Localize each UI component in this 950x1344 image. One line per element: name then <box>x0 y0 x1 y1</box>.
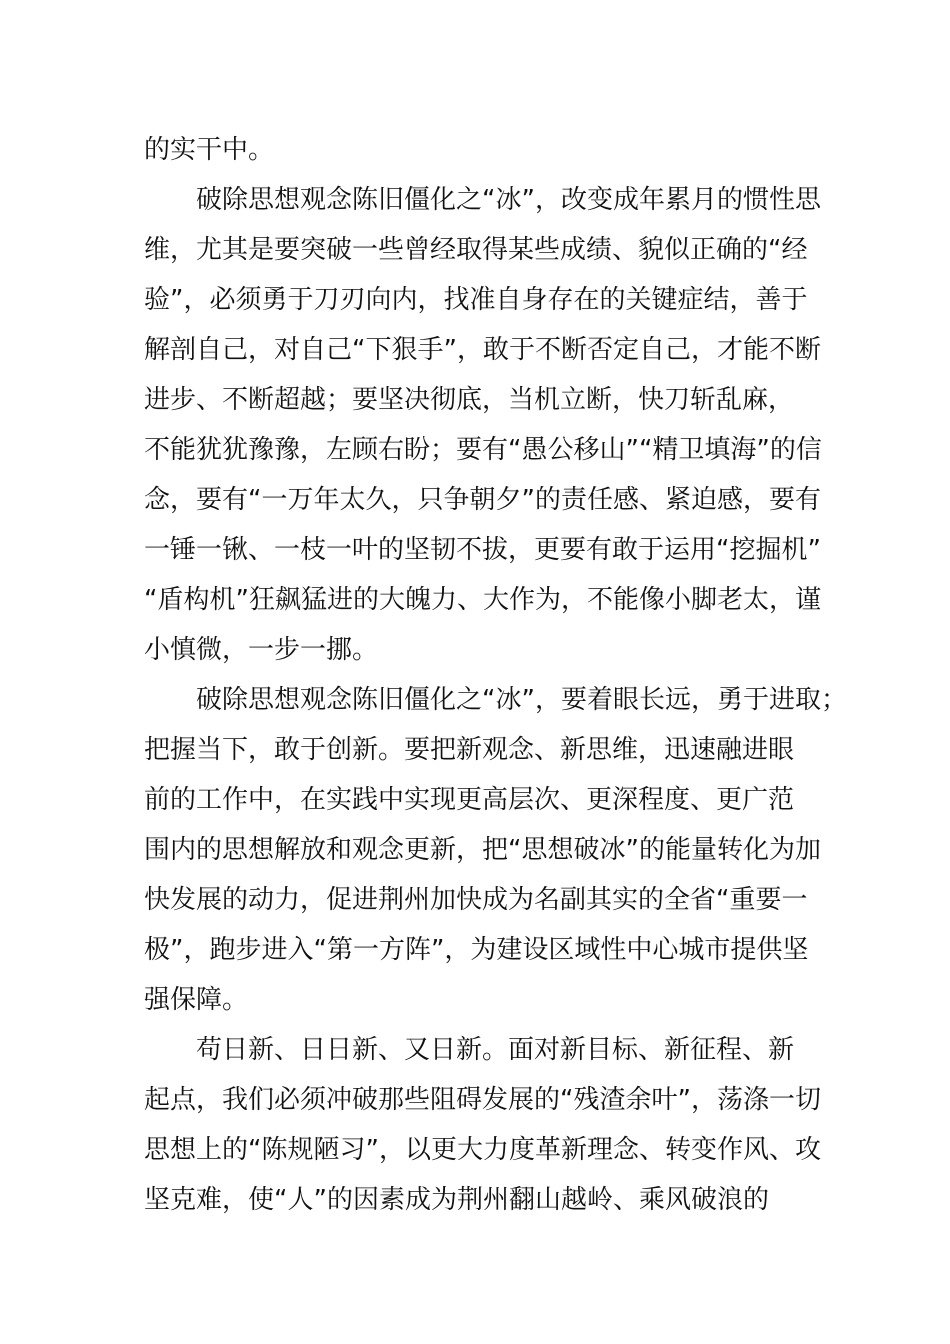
text-line: 苟日新、日日新、又日新。面对新目标、新征程、新 <box>196 1035 795 1065</box>
text-line: 思想上的“陈规陋习”，以更大力度革新理念、转变作风、攻 <box>144 1135 821 1165</box>
text-line: 强保障。 <box>144 985 249 1015</box>
text-line: 的实干中。 <box>144 135 275 165</box>
body-text <box>144 125 847 1225</box>
text-line: 破除思想观念陈旧僵化之“冰”，改变成年累月的惯性思 <box>196 185 821 215</box>
text-line: 起点，我们必须冲破那些阻碍发展的“残渣余叶”，荡涤一切 <box>144 1085 821 1115</box>
text-line: 小慎微，一步一挪。 <box>144 635 379 665</box>
text-line: 念，要有“一万年太久，只争朝夕”的责任感、紧迫感，要有 <box>144 485 821 515</box>
text-line: 前的工作中，在实践中实现更高层次、更深程度、更广范 <box>144 785 795 815</box>
text-line: 解剖自己，对自己“下狠手”，敢于不断否定自己，才能不断 <box>144 335 821 365</box>
text-line: 一锤一锹、一枝一叶的坚韧不拔，更要有敢于运用“挖掘机” <box>144 535 821 565</box>
text-line: “盾构机”狂飙猛进的大魄力、大作为，不能像小脚老太，谨 <box>144 585 821 615</box>
text-line: 极”，跑步进入“第一方阵”，为建设区域性中心城市提供坚 <box>144 935 809 965</box>
text-line: 快发展的动力，促进荆州加快成为名副其实的全省“重要一 <box>144 885 808 915</box>
text-line: 验”，必须勇于刀刃向内，找准自身存在的关键症结，善于 <box>144 285 808 315</box>
text-line: 坚克难，使“人”的因素成为荆州翻山越岭、乘风破浪的 <box>144 1185 769 1215</box>
text-line: 维，尤其是要突破一些曾经取得某些成绩、貌似正确的“经 <box>144 235 808 265</box>
text-line: 不能犹犹豫豫，左顾右盼；要有“愚公移山”“精卫填海”的信 <box>144 435 822 465</box>
text-line: 进步、不断超越；要坚决彻底，当机立断，快刀斩乱麻， <box>144 385 795 415</box>
text-line: 破除思想观念陈旧僵化之“冰”，要着眼长远，勇于进取； <box>196 685 847 715</box>
text-line: 把握当下，敢于创新。要把新观念、新思维，迅速融进眼 <box>144 735 795 765</box>
text-line: 围内的思想解放和观念更新，把“思想破冰”的能量转化为加 <box>144 835 821 865</box>
